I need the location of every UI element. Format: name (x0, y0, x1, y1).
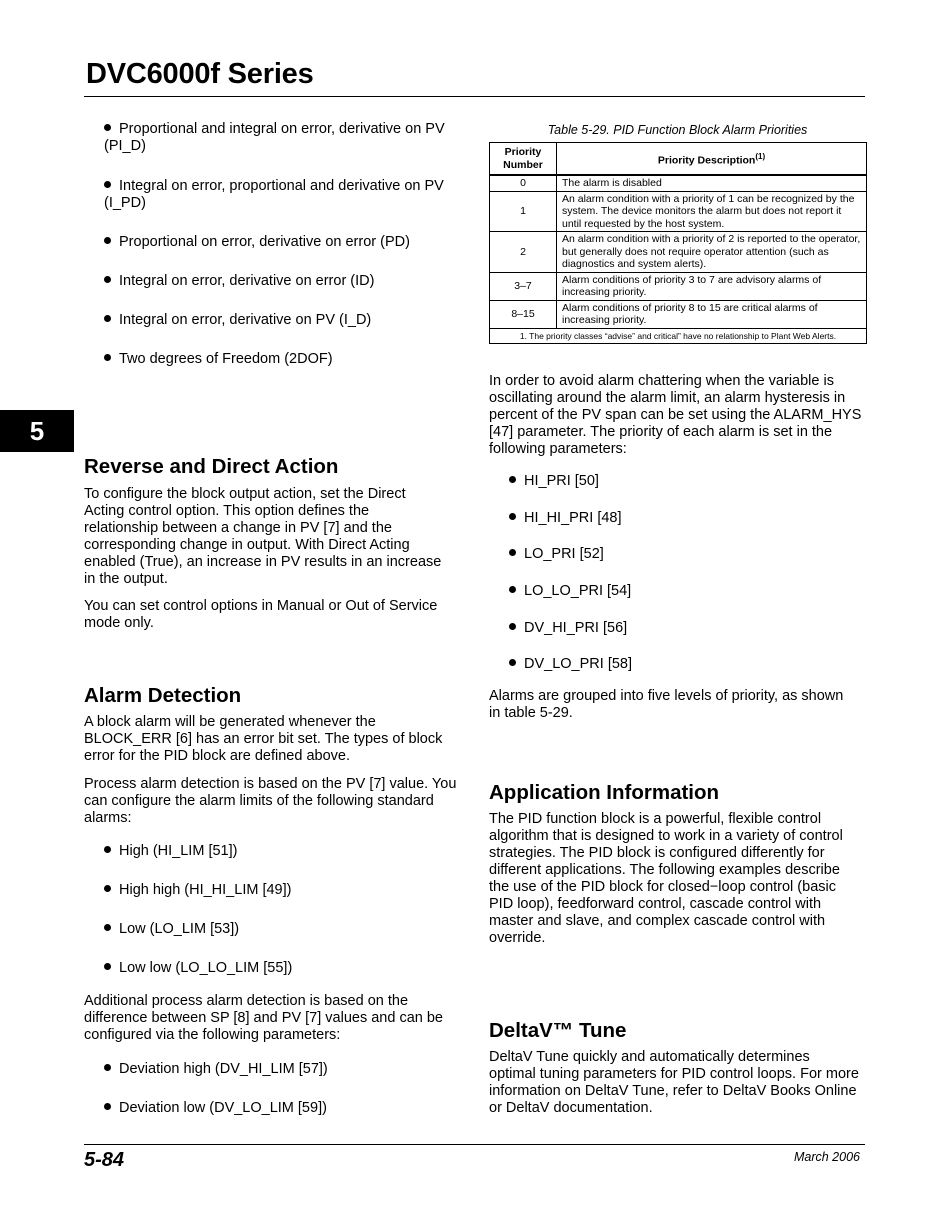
paragraph-text: The PID function block is a powerful, flexible control algorithm that is designed to work in a variety of control strategies. The PID block is configured differently for different applications. The following examples describe the use of the PID block for closed−loop control (basic PID loop), feedforward control, cascade control with master and slave, and complex cascade control with override. (489, 811, 843, 946)
chapter-tab: 5 (0, 410, 74, 452)
list-item (104, 921, 239, 938)
list-item (509, 583, 631, 600)
priority-description-cell: The alarm is disabled (557, 175, 867, 191)
list-item (104, 843, 237, 860)
list-item (509, 473, 599, 490)
priority-number-cell: 3–7 (490, 272, 557, 300)
paragraph-text: You can set control options in Manual or Out of Service mode only. (84, 598, 438, 631)
bullet-icon (509, 586, 516, 593)
bullet-icon (509, 659, 516, 666)
bullet-icon (104, 885, 111, 892)
section-heading: Reverse and Direct Action (84, 455, 339, 478)
list-item-text: Low (LO_LIM [53]) (119, 921, 240, 937)
bullet-icon (509, 623, 516, 630)
column-header-priority-number (490, 143, 557, 176)
list-item-text: Proportional and integral on error, derivative on PV (PI_D) (104, 121, 445, 154)
footnote-marker: (1) (755, 151, 766, 161)
paragraph-text: Alarms are grouped into five levels of priority, as shown in table 5-29. (489, 688, 844, 721)
paragraph (84, 776, 458, 827)
priority-number-cell: 8–15 (490, 300, 557, 328)
list-item (509, 656, 632, 673)
paragraph-text: A block alarm will be generated whenever the BLOCK_ERR [6] has an error bit set. The types of block error for the PID block are defined above. (84, 714, 443, 764)
paragraph (489, 811, 855, 947)
list-item-text: Deviation high (DV_HI_LIM [57]) (119, 1061, 328, 1077)
bullet-icon (104, 354, 111, 361)
paragraph-text: In order to avoid alarm chattering when the variable is oscillating around the alarm limit, an alarm hysteresis in percent of the PV span can be set using the ALARM_HYS [47] parameter. The priority of each alarm is set in the following parameters: (489, 373, 862, 457)
paragraph-text: Process alarm detection is based on the PV [7] value. You can configure the alarm limits of the following standard alarms: (84, 776, 457, 826)
table-row (490, 232, 867, 273)
header-text: Priority Description (657, 154, 756, 166)
paragraph (84, 714, 446, 765)
list-item-text: Deviation low (DV_LO_LIM [59]) (119, 1100, 327, 1116)
bullet-icon (104, 1064, 111, 1071)
paragraph-text: To configure the block output action, set the Direct Acting control option. This option defines the relationship between a change in PV [7] and the corresponding change in output. With Direct Acting enabled (True), an increase in PV results in an increase in the output. (84, 486, 442, 587)
list-item-text: LO_PRI [52] (524, 546, 604, 562)
list-item-text: Two degrees of Freedom (2DOF) (119, 351, 333, 367)
table-row (490, 272, 867, 300)
list-item (104, 351, 333, 368)
list-item (104, 234, 410, 251)
table-row (490, 191, 867, 232)
bullet-icon (509, 549, 516, 556)
bullet-icon (104, 315, 111, 322)
paragraph (489, 1049, 859, 1117)
list-item-text: Integral on error, derivative on error (ID) (119, 273, 375, 289)
list-item-text: DV_LO_PRI [58] (524, 656, 632, 672)
paragraph (489, 688, 849, 722)
priority-description-cell: Alarm conditions of priority 3 to 7 are advisory alarms of increasing priority. (557, 272, 867, 300)
table-header-row (490, 143, 867, 176)
list-item (104, 960, 292, 977)
list-item (104, 312, 371, 329)
list-item (84, 178, 456, 212)
header-rule (84, 96, 865, 97)
paragraph-text: Additional process alarm detection is based on the difference between SP [8] and PV [7] values and can be configured via the following parameters: (84, 993, 443, 1043)
list-item-text: Low low (LO_LO_LIM [55]) (119, 960, 293, 976)
table-footnote-row (490, 328, 867, 344)
paragraph (489, 373, 865, 458)
page-title: DVC6000f Series (86, 58, 314, 90)
list-item-text: Integral on error, derivative on PV (I_D) (119, 312, 372, 328)
list-item-text: HI_PRI [50] (524, 473, 599, 489)
list-item-text: Proportional on error, derivative on error (PD) (119, 234, 410, 250)
column-header-priority-description (557, 143, 867, 176)
section-heading: DeltaV™ Tune (489, 1019, 627, 1042)
bullet-icon (104, 124, 111, 131)
table-row (490, 175, 867, 191)
page-number: 5-84 (84, 1149, 125, 1171)
priority-number-cell: 0 (490, 175, 557, 191)
bullet-icon (104, 181, 111, 188)
bullet-icon (509, 513, 516, 520)
header-text: Priority (504, 146, 542, 158)
list-item (84, 121, 456, 155)
list-item-text: High high (HI_HI_LIM [49]) (119, 882, 292, 898)
list-item (509, 510, 622, 527)
list-item-text: DV_HI_PRI [56] (524, 620, 628, 636)
table-row (490, 300, 867, 328)
list-item-text: Integral on error, proportional and derivative on PV (I_PD) (104, 178, 444, 211)
priority-table (489, 142, 867, 344)
header-text: Number (503, 158, 543, 171)
list-item-text: High (HI_LIM [51]) (119, 843, 238, 859)
bullet-icon (104, 276, 111, 283)
list-item-text: LO_LO_PRI [54] (524, 583, 632, 599)
priority-description-cell: An alarm condition with a priority of 2 is reported to the operator, but generally does not require operator attention (such as diagnostics and system alerts). (557, 232, 867, 273)
table-footnote: 1. The priority classes “advise” and critical” have no relationship to Plant Web Alerts. (490, 328, 867, 344)
table-caption: Table 5-29. PID Function Block Alarm Priorities (547, 123, 808, 137)
paragraph (84, 993, 446, 1044)
bullet-icon (104, 963, 111, 970)
bullet-icon (509, 476, 516, 483)
section-heading: Alarm Detection (84, 684, 242, 707)
list-item (104, 882, 291, 899)
footer-rule (84, 1144, 865, 1145)
list-item (104, 1100, 327, 1117)
bullet-icon (104, 237, 111, 244)
priority-description-cell: Alarm conditions of priority 8 to 15 are critical alarms of increasing priority. (557, 300, 867, 328)
paragraph (84, 598, 444, 632)
section-heading: Application Information (489, 781, 720, 804)
list-item (509, 620, 627, 637)
paragraph-text: DeltaV Tune quickly and automatically determines optimal tuning parameters for PID control loops. For more information on DeltaV Tune, refer to DeltaV Books Online or DeltaV documentation. (489, 1049, 859, 1116)
bullet-icon (104, 1103, 111, 1110)
priority-number-cell: 1 (490, 191, 557, 232)
list-item (509, 546, 604, 563)
priority-number-cell: 2 (490, 232, 557, 273)
list-item-text: HI_HI_PRI [48] (524, 510, 622, 526)
priority-description-cell: An alarm condition with a priority of 1 can be recognized by the system. The device monitors the alarm but does not report it until requested by the host system. (557, 191, 867, 232)
bullet-icon (104, 846, 111, 853)
paragraph (84, 486, 444, 588)
list-item (104, 1061, 328, 1078)
list-item (104, 273, 374, 290)
page-date: March 2006 (793, 1150, 860, 1164)
bullet-icon (104, 924, 111, 931)
